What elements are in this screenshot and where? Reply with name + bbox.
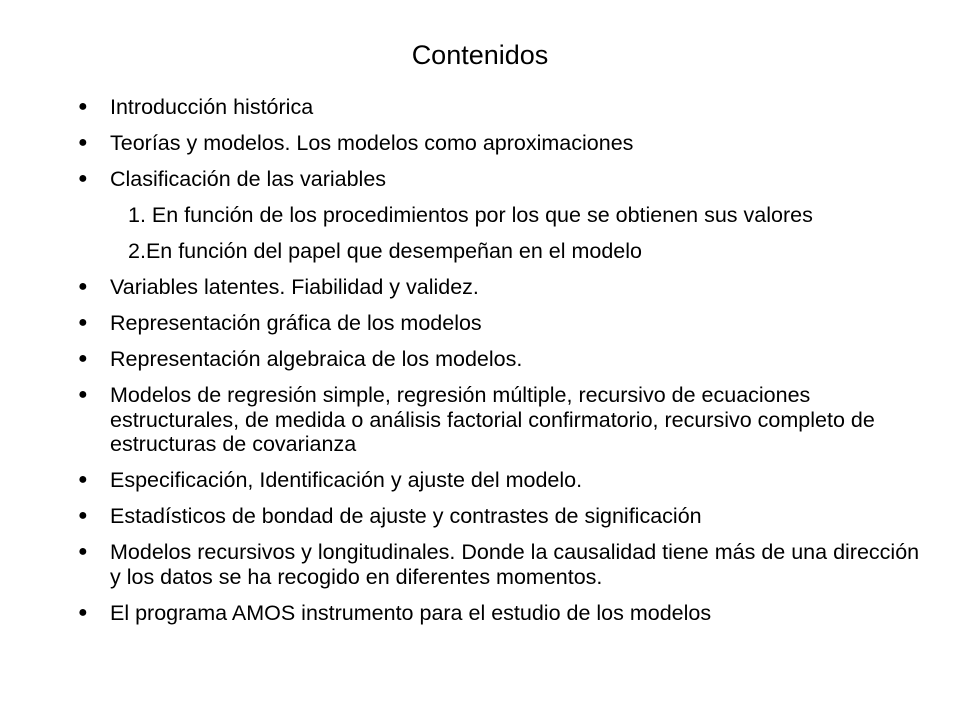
bullet-icon: ● [78, 278, 88, 295]
list-item-text: Representación algebraica de los modelos. [110, 347, 523, 371]
list-item-text: Estadísticos de bondad de ajuste y contrastes de significación [110, 504, 702, 528]
list-item [78, 540, 923, 589]
bullet-icon: ● [78, 386, 88, 403]
list-item [78, 347, 923, 372]
list-item [78, 468, 923, 493]
bullet-icon: ● [78, 543, 88, 560]
sub-item-number: 1. [128, 203, 152, 227]
bullet-icon: ● [78, 98, 88, 115]
list-item-text: Especificación, Identificación y ajuste del modelo. [110, 468, 583, 492]
list-item-text: Teorías y modelos. Los modelos como aproximaciones [110, 131, 634, 155]
bullet-icon: ● [78, 134, 88, 151]
list-item [78, 601, 923, 626]
list-item [78, 383, 923, 457]
list-item-text: Clasificación de las variables [110, 167, 387, 191]
list-item [78, 131, 923, 156]
list-item-text: Variables latentes. Fiabilidad y validez. [110, 275, 479, 299]
sub-item-text: En función de los procedimientos por los que se obtienen sus valores [151, 203, 813, 227]
list-item-text: Introducción histórica [110, 95, 314, 119]
bullet-icon: ● [78, 603, 88, 621]
bullet-icon: ● [78, 170, 88, 187]
sub-item-number: 2. [128, 239, 146, 263]
list-item [78, 275, 923, 300]
list-item-text: Modelos de regresión simple, regresión múltiple, recursivo de ecuaciones estructurales, de medida o análisis factorial confirmatorio, recursivo completo de estructuras de covarianza [110, 383, 875, 456]
list-item [78, 504, 923, 529]
bullet-icon: ● [78, 507, 88, 524]
list-item-text: El programa AMOS instrumento para el estudio de los modelos [110, 600, 712, 625]
list-item [78, 95, 923, 120]
slide-title: Contenidos [411, 40, 549, 70]
list-item [78, 311, 923, 336]
bullet-icon: ● [78, 471, 88, 488]
bullet-icon: ● [78, 314, 88, 331]
list-item [78, 167, 923, 192]
bullet-icon: ● [78, 350, 88, 367]
list-item-text: Modelos recursivos y longitudinales. Donde la causalidad tiene más de una dirección y los datos se ha recogido en diferentes momentos. [110, 540, 920, 589]
sub-list-item [78, 239, 923, 264]
contents-list [78, 95, 923, 637]
list-item-text: Representación gráfica de los modelos [110, 311, 482, 335]
sub-item-text: En función del papel que desempeñan en el modelo [145, 239, 643, 263]
sub-list-item [78, 203, 923, 228]
